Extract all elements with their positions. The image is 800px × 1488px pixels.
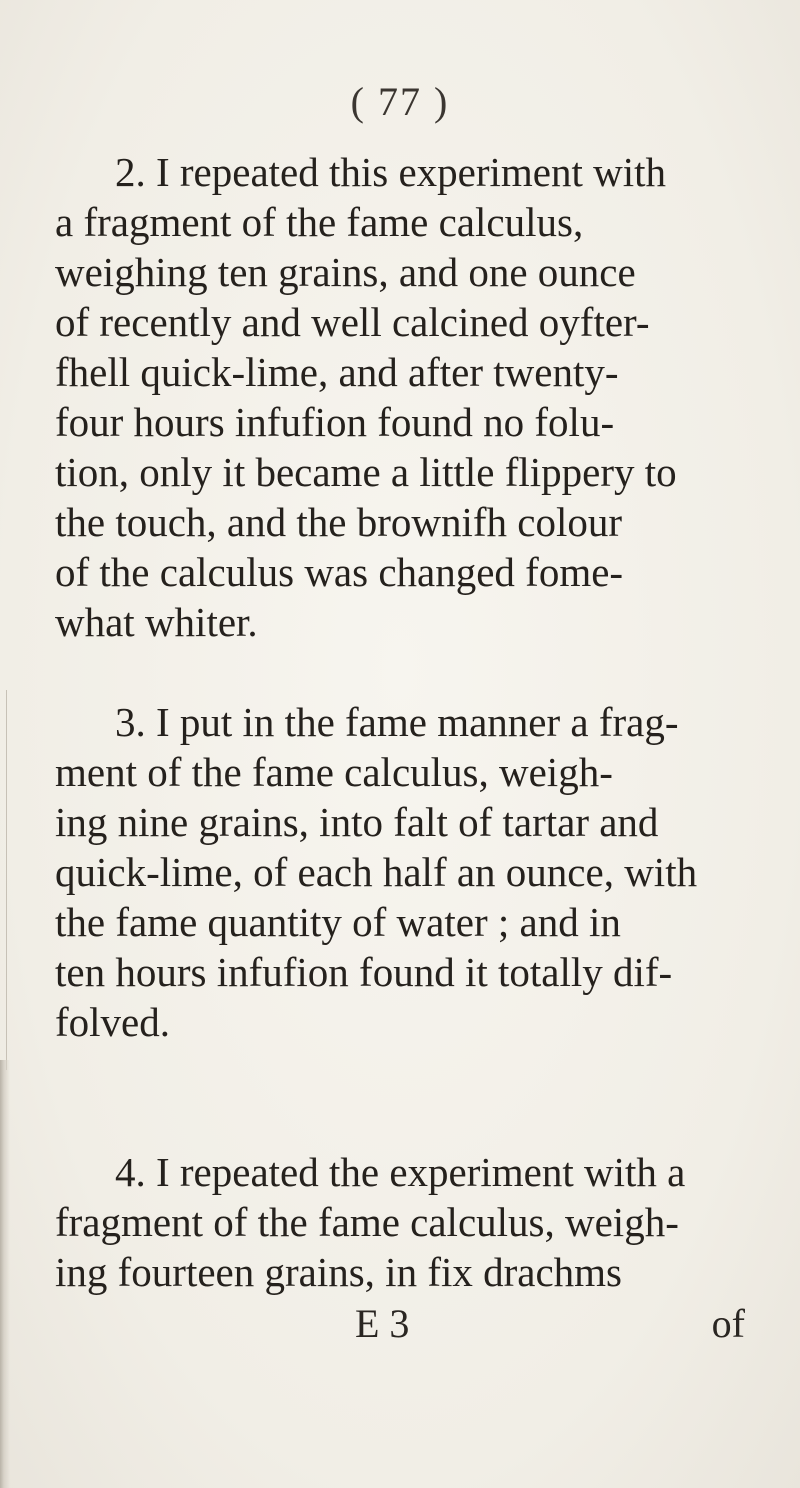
paragraph-2-line-8: the touch, and the brownifh colour — [55, 499, 623, 545]
paragraph-2-line-2: a fragment of the fame calculus, — [55, 199, 584, 245]
paragraph-2-line-3: weighing ten grains, and one ounce — [55, 249, 636, 295]
paragraph-2-line-1: 2. I repeated this experiment with — [115, 149, 667, 195]
catchword: of — [711, 1301, 745, 1346]
signature-mark: E 3 — [355, 1301, 410, 1346]
paragraph-2-line-10: what whiter. — [55, 599, 258, 645]
page-footer — [55, 1300, 745, 1348]
paragraph-3-line-1: 3. I put in the fame manner a frag- — [115, 699, 679, 745]
paragraph-3-line-6: ten hours infufion found it totally dif- — [55, 949, 673, 995]
paragraph-2-line-5: fhell quick-lime, and after twenty- — [55, 349, 619, 395]
paragraph-3-line-3: ing nine grains, into falt of tartar and — [55, 799, 659, 845]
paragraph-4-line-1: 4. I repeated the experiment with a — [115, 1149, 686, 1195]
paragraph-3-line-5: the fame quantity of water ; and in — [55, 899, 621, 945]
paragraph-3-line-7: folved. — [55, 999, 170, 1045]
paragraph-4-line-3: ing fourteen grains, in fix drachms — [55, 1249, 623, 1295]
page-number-heading: ( 77 ) — [350, 79, 450, 124]
paragraph-2-line-9: of the calculus was changed fome- — [55, 549, 624, 595]
paragraph-4-line-2: fragment of the fame calculus, weigh- — [55, 1199, 679, 1245]
paragraph-2-line-4: of recently and well calcined oyfter- — [55, 299, 650, 345]
paragraph-2-line-7: tion, only it became a little flippery to — [55, 449, 677, 495]
paragraph-3-line-2: ment of the fame calculus, weigh- — [55, 749, 613, 795]
paragraph-3-line-4: quick-lime, of each half an ounce, with — [55, 849, 698, 895]
page-gutter-shadow — [0, 1060, 10, 1488]
page-gutter-rule — [6, 690, 7, 1070]
paragraph-2-line-6: four hours infufion found no folu- — [55, 399, 615, 445]
